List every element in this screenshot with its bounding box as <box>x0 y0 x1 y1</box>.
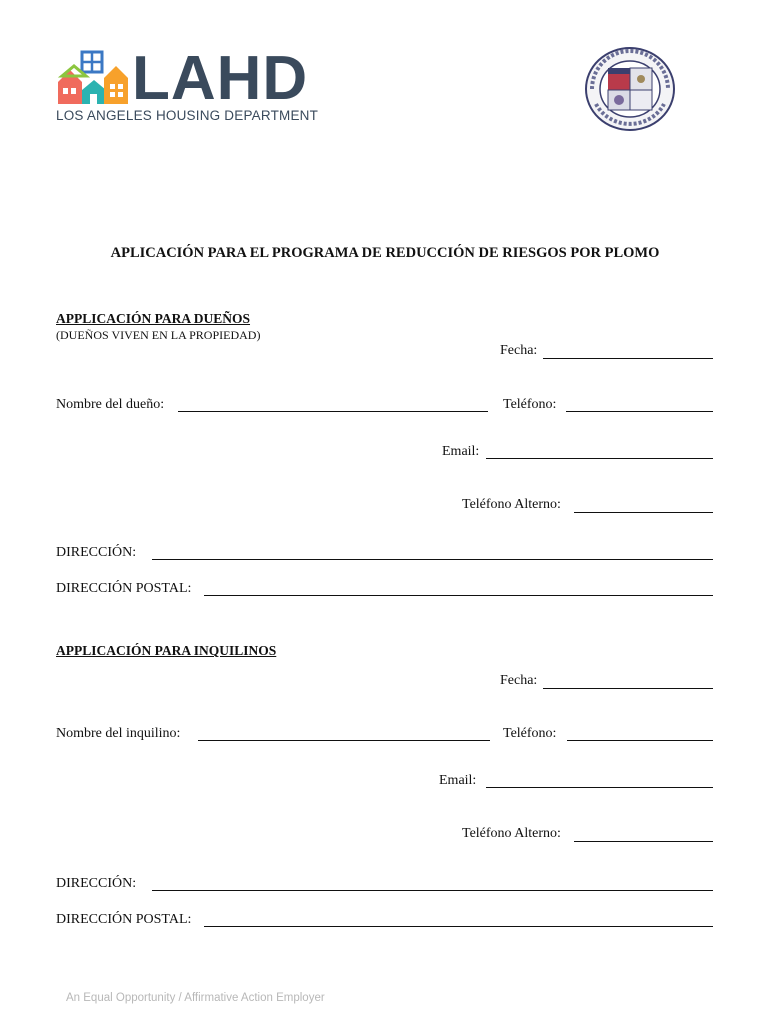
tenant-name-field[interactable] <box>198 740 490 741</box>
houses-icon <box>56 50 132 106</box>
tenant-address-field[interactable] <box>152 890 713 891</box>
tenant-phone-label: Teléfono: <box>503 726 557 741</box>
tenant-email-field[interactable] <box>486 787 713 788</box>
owner-alt-phone-label: Teléfono Alterno: <box>462 497 561 512</box>
owner-phone-field[interactable] <box>566 411 713 412</box>
owner-postal-field[interactable] <box>204 595 713 596</box>
owner-date-label: Fecha: <box>500 343 538 358</box>
owner-address-field[interactable] <box>152 559 713 560</box>
owners-note: (DUEÑOS VIVEN EN LA PROPIEDAD) <box>56 328 261 342</box>
tenant-date-label: Fecha: <box>500 673 538 688</box>
city-seal-icon <box>584 46 676 132</box>
owner-alt-phone-field[interactable] <box>574 512 713 513</box>
form-title: APLICACIÓN PARA EL PROGRAMA DE REDUCCIÓN DE RIESGOS POR PLOMO <box>110 245 660 261</box>
owner-name-field[interactable] <box>178 411 488 412</box>
tenant-alt-phone-label: Teléfono Alterno: <box>462 826 561 841</box>
tenant-name-label: Nombre del inquilino: <box>56 726 181 741</box>
owners-heading: APPLICACIÓN PARA DUEÑOS <box>56 311 251 326</box>
owner-name-label: Nombre del dueño: <box>56 397 165 412</box>
footer-eoe-text: An Equal Opportunity / Affirmative Action Employer <box>66 992 325 1004</box>
tenant-postal-label: DIRECCIÓN POSTAL: <box>56 912 192 927</box>
owner-address-label: DIRECCIÓN: <box>56 545 137 560</box>
tenant-email-label: Email: <box>439 773 477 788</box>
owner-date-field[interactable] <box>543 358 713 359</box>
city-seal <box>584 46 676 132</box>
logo-subtitle: LOS ANGELES HOUSING DEPARTMENT <box>56 108 319 123</box>
owner-postal-label: DIRECCIÓN POSTAL: <box>56 581 192 596</box>
tenant-alt-phone-field[interactable] <box>574 841 713 842</box>
tenants-heading: APPLICACIÓN PARA INQUILINOS <box>56 643 277 658</box>
tenant-phone-field[interactable] <box>567 740 713 741</box>
owner-email-label: Email: <box>442 444 480 459</box>
owner-phone-label: Teléfono: <box>503 397 557 412</box>
lahd-logo <box>56 44 319 125</box>
logo-wordmark: LAHD <box>132 44 309 113</box>
tenant-date-field[interactable] <box>543 688 713 689</box>
tenant-address-label: DIRECCIÓN: <box>56 876 137 891</box>
tenant-postal-field[interactable] <box>204 926 713 927</box>
owner-email-field[interactable] <box>486 458 713 459</box>
